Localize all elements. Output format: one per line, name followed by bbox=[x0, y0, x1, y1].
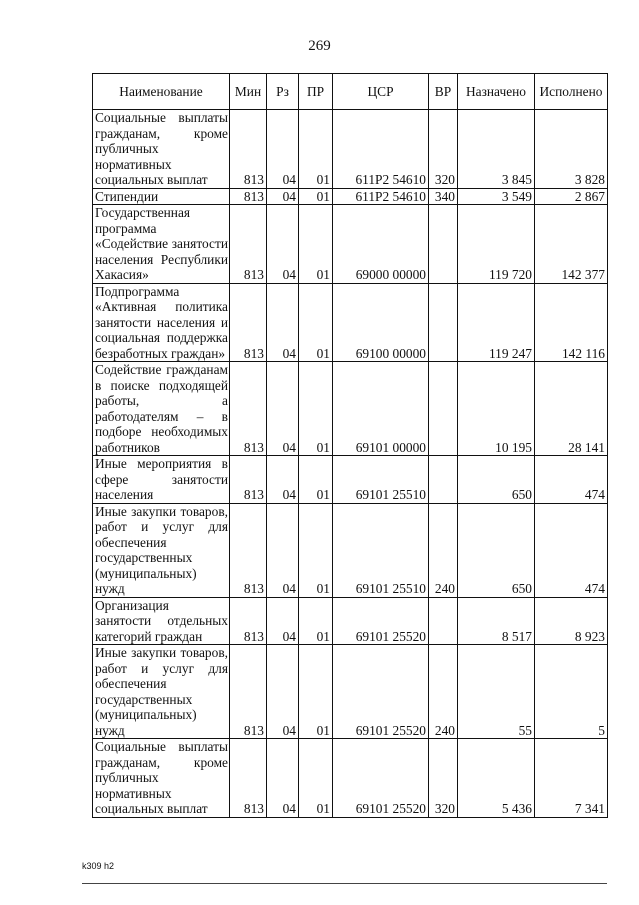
row-min: 813 bbox=[230, 362, 267, 456]
row-vr bbox=[429, 283, 458, 362]
row-executed: 28 141 bbox=[535, 362, 608, 456]
row-csr: 69101 25510 bbox=[333, 456, 429, 504]
row-pr: 01 bbox=[299, 110, 333, 189]
row-name: Государственная программа «Содействие занятости населения Республики Хакасия» bbox=[93, 205, 230, 284]
row-csr: 69000 00000 bbox=[333, 205, 429, 284]
row-pr: 01 bbox=[299, 739, 333, 818]
table-row bbox=[93, 597, 608, 645]
row-vr: 320 bbox=[429, 110, 458, 189]
row-csr: 611P2 54610 bbox=[333, 110, 429, 189]
row-executed: 2 867 bbox=[535, 188, 608, 205]
row-vr: 240 bbox=[429, 645, 458, 739]
row-rz: 04 bbox=[267, 645, 299, 739]
row-pr: 01 bbox=[299, 645, 333, 739]
row-rz: 04 bbox=[267, 283, 299, 362]
table-row bbox=[93, 739, 608, 818]
row-vr bbox=[429, 597, 458, 645]
header-name: Наименование bbox=[93, 74, 230, 110]
page-number: 269 bbox=[308, 38, 331, 54]
header-csr: ЦСР bbox=[333, 74, 429, 110]
row-vr bbox=[429, 362, 458, 456]
row-pr: 01 bbox=[299, 362, 333, 456]
row-min: 813 bbox=[230, 283, 267, 362]
row-pr: 01 bbox=[299, 283, 333, 362]
row-rz: 04 bbox=[267, 503, 299, 597]
row-pr: 01 bbox=[299, 205, 333, 284]
row-vr: 320 bbox=[429, 739, 458, 818]
row-pr: 01 bbox=[299, 597, 333, 645]
row-vr: 240 bbox=[429, 503, 458, 597]
table-row bbox=[93, 188, 608, 205]
row-assigned: 119 247 bbox=[458, 283, 535, 362]
row-executed: 8 923 bbox=[535, 597, 608, 645]
row-assigned: 119 720 bbox=[458, 205, 535, 284]
row-assigned: 8 517 bbox=[458, 597, 535, 645]
row-executed: 474 bbox=[535, 456, 608, 504]
header-pr: ПР bbox=[299, 74, 333, 110]
row-name: Содействие гражданам в поиске подходящей работы, а работодателям – в подборе необходимых работников bbox=[93, 362, 230, 456]
row-name: Иные закупки товаров, работ и услуг для обеспечения государственных (муниципальных) нужд bbox=[93, 645, 230, 739]
row-csr: 69101 25510 bbox=[333, 503, 429, 597]
row-min: 813 bbox=[230, 110, 267, 189]
row-rz: 04 bbox=[267, 362, 299, 456]
row-assigned: 650 bbox=[458, 456, 535, 504]
row-csr: 69101 25520 bbox=[333, 597, 429, 645]
row-min: 813 bbox=[230, 597, 267, 645]
footer-code: k309 h2 bbox=[82, 861, 115, 871]
table-header-row bbox=[93, 74, 608, 110]
row-assigned: 650 bbox=[458, 503, 535, 597]
row-min: 813 bbox=[230, 188, 267, 205]
row-min: 813 bbox=[230, 456, 267, 504]
row-assigned: 10 195 bbox=[458, 362, 535, 456]
budget-table bbox=[92, 73, 608, 818]
row-executed: 7 341 bbox=[535, 739, 608, 818]
row-csr: 69101 00000 bbox=[333, 362, 429, 456]
row-name: Организация занятости отдельных категорий граждан bbox=[93, 597, 230, 645]
row-pr: 01 bbox=[299, 503, 333, 597]
row-name: Иные мероприятия в сфере занятости населения bbox=[93, 456, 230, 504]
row-assigned: 5 436 bbox=[458, 739, 535, 818]
row-pr: 01 bbox=[299, 188, 333, 205]
row-assigned: 55 bbox=[458, 645, 535, 739]
row-rz: 04 bbox=[267, 110, 299, 189]
table-row bbox=[93, 110, 608, 189]
row-vr bbox=[429, 456, 458, 504]
row-executed: 142 377 bbox=[535, 205, 608, 284]
row-assigned: 3 845 bbox=[458, 110, 535, 189]
footer-divider bbox=[82, 883, 607, 884]
row-rz: 04 bbox=[267, 205, 299, 284]
row-min: 813 bbox=[230, 645, 267, 739]
row-name: Социальные выплаты гражданам, кроме публичных нормативных социальных выплат bbox=[93, 110, 230, 189]
row-min: 813 bbox=[230, 205, 267, 284]
row-executed: 5 bbox=[535, 645, 608, 739]
table-row bbox=[93, 645, 608, 739]
row-rz: 04 bbox=[267, 456, 299, 504]
table-row bbox=[93, 503, 608, 597]
row-executed: 142 116 bbox=[535, 283, 608, 362]
row-min: 813 bbox=[230, 739, 267, 818]
row-rz: 04 bbox=[267, 597, 299, 645]
row-csr: 611P2 54610 bbox=[333, 188, 429, 205]
row-min: 813 bbox=[230, 503, 267, 597]
row-pr: 01 bbox=[299, 456, 333, 504]
row-rz: 04 bbox=[267, 188, 299, 205]
header-rz: Рз bbox=[267, 74, 299, 110]
header-min: Мин bbox=[230, 74, 267, 110]
row-name: Стипендии bbox=[93, 188, 230, 205]
row-executed: 474 bbox=[535, 503, 608, 597]
row-vr bbox=[429, 205, 458, 284]
row-csr: 69100 00000 bbox=[333, 283, 429, 362]
table-row bbox=[93, 362, 608, 456]
header-assigned: Назначено bbox=[458, 74, 535, 110]
row-name: Подпрограмма «Активная политика занятости населения и социальная поддержка безработных граждан» bbox=[93, 283, 230, 362]
row-assigned: 3 549 bbox=[458, 188, 535, 205]
table-row bbox=[93, 283, 608, 362]
row-vr: 340 bbox=[429, 188, 458, 205]
header-vr: ВР bbox=[429, 74, 458, 110]
header-executed: Исполнено bbox=[535, 74, 608, 110]
row-csr: 69101 25520 bbox=[333, 739, 429, 818]
table-row bbox=[93, 205, 608, 284]
row-rz: 04 bbox=[267, 739, 299, 818]
row-name: Иные закупки товаров, работ и услуг для обеспечения государственных (муниципальных) нужд bbox=[93, 503, 230, 597]
table-row bbox=[93, 456, 608, 504]
row-csr: 69101 25520 bbox=[333, 645, 429, 739]
row-executed: 3 828 bbox=[535, 110, 608, 189]
row-name: Социальные выплаты гражданам, кроме публичных нормативных социальных выплат bbox=[93, 739, 230, 818]
